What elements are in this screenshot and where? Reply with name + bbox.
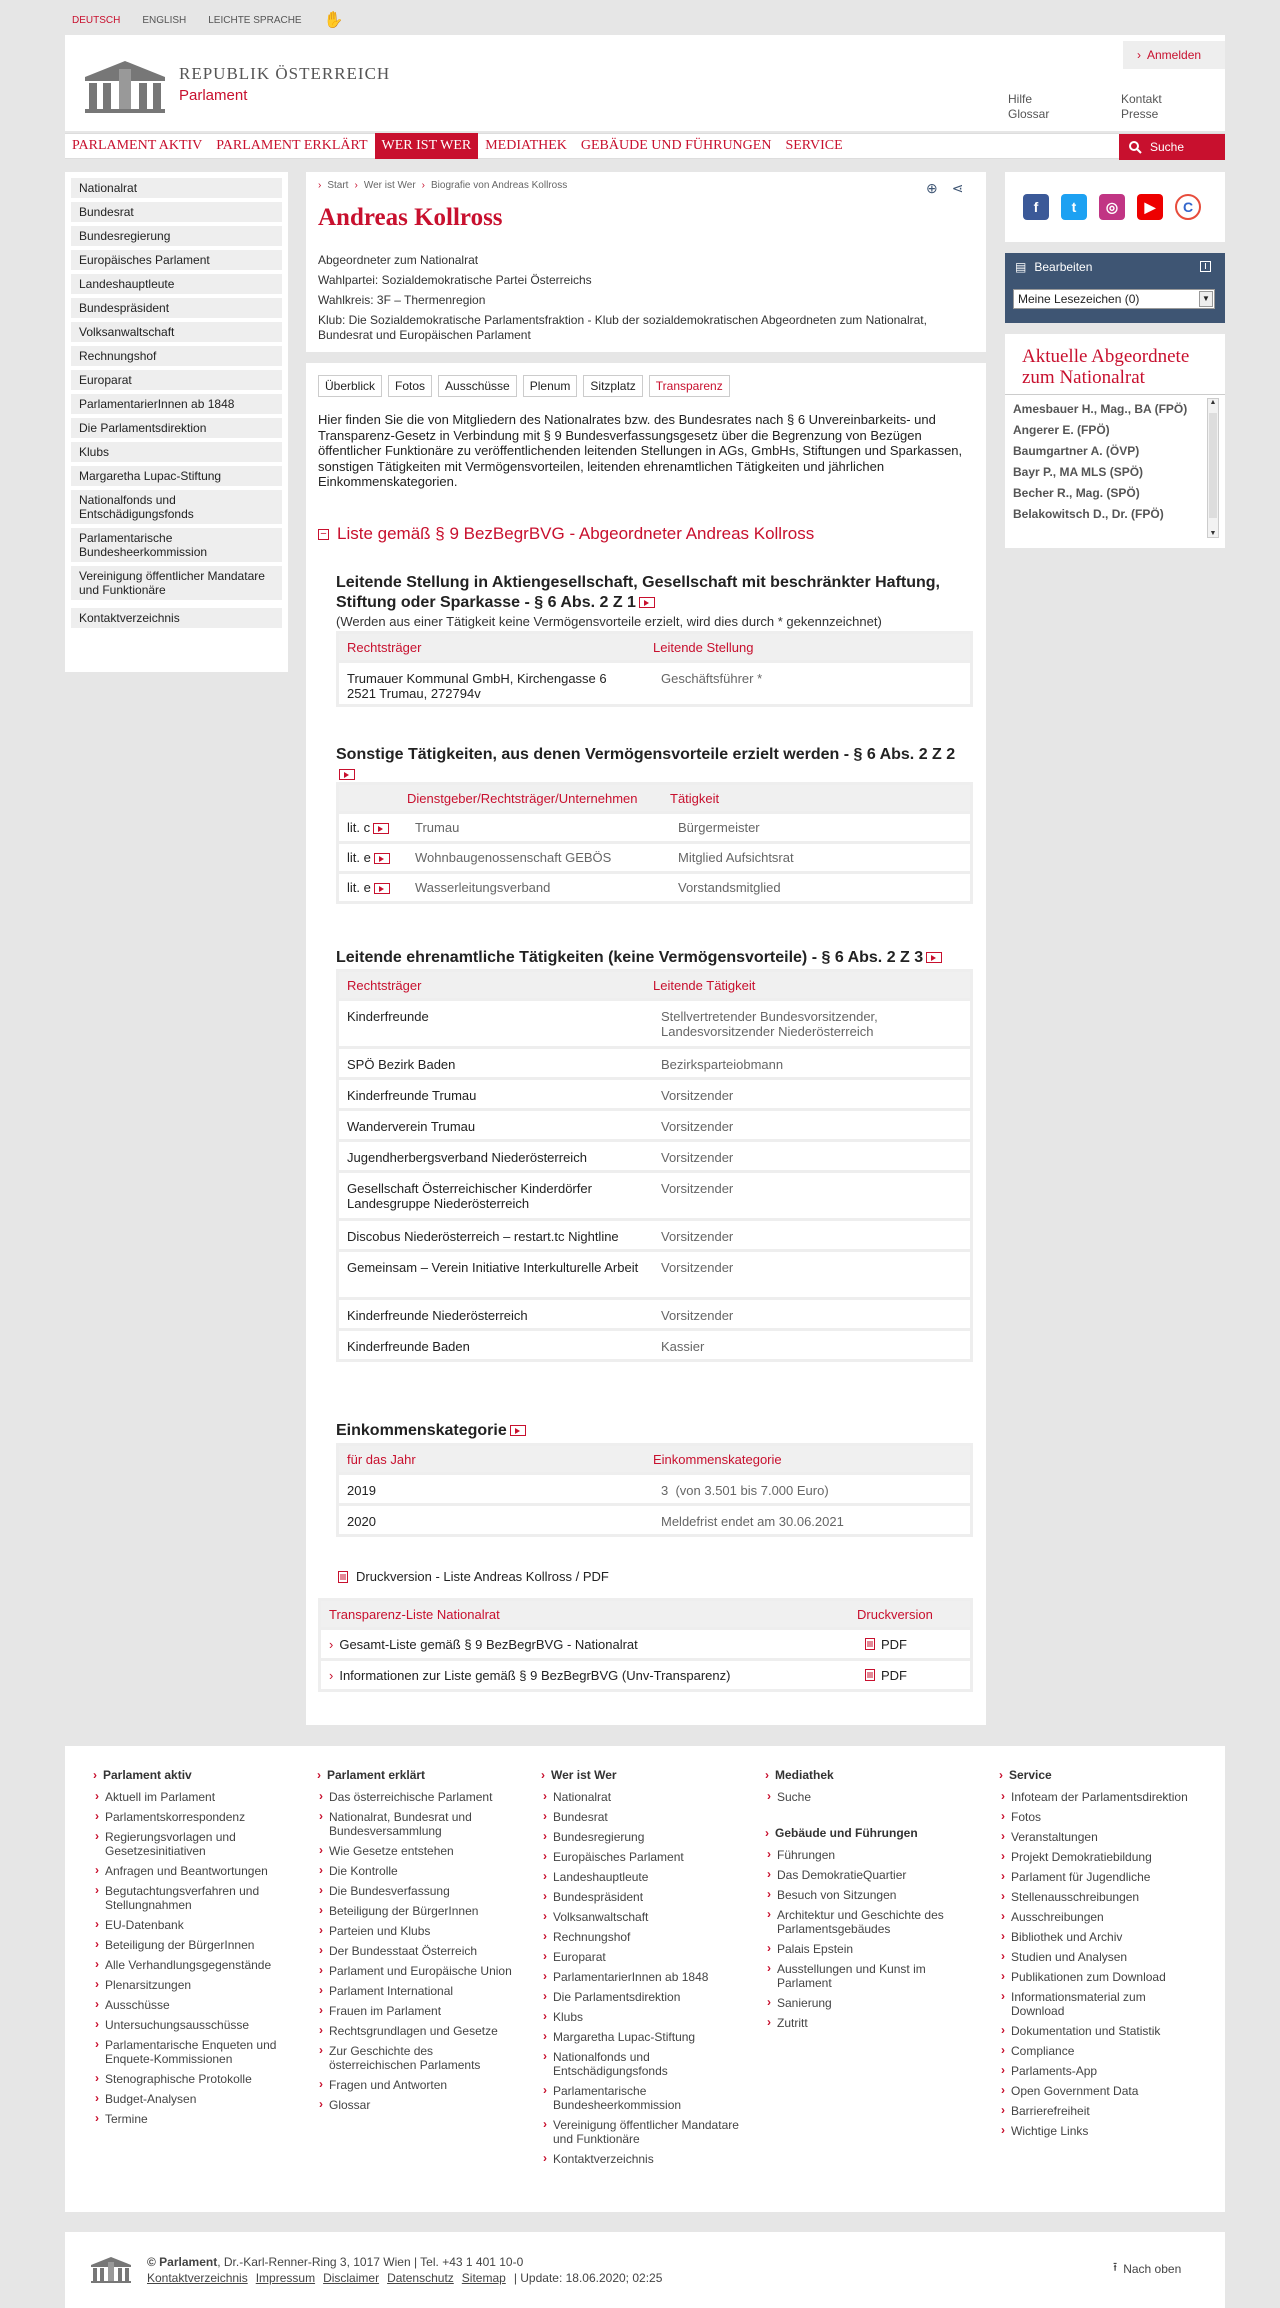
footer-link[interactable]: › Architektur und Geschichte des Parlamentsgebäudes — [765, 1908, 965, 1936]
cell-rechtstraeger: SPÖ Bezirk Baden — [347, 1057, 456, 1072]
lang-english[interactable]: ENGLISH — [142, 14, 187, 26]
footer-heading[interactable]: › Parlament aktiv — [93, 1768, 293, 1782]
scroll-up-icon[interactable]: ▲ — [1209, 399, 1217, 406]
footer-link[interactable]: › Die Bundesverfassung — [317, 1884, 517, 1898]
logo-title: REPUBLIK ÖSTERREICH — [179, 64, 391, 83]
edit-panel — [1005, 253, 1225, 323]
footer-link[interactable]: › Ausschüsse — [93, 1998, 293, 2012]
footer-link[interactable]: › Palais Epstein — [765, 1942, 965, 1956]
section1-table — [336, 631, 973, 707]
footer-link[interactable]: › Compliance — [999, 2044, 1199, 2058]
video-info-icon[interactable] — [374, 883, 390, 894]
column-header: Dienstgeber/Rechtsträger/Unternehmen — [407, 790, 638, 806]
footer-link[interactable]: › Alle Verhandlungsgegenstände — [93, 1958, 293, 1972]
cell-lit: lit. e — [347, 850, 371, 865]
section3-title-text: Leitende ehrenamtliche Tätigkeiten (keine Vermögensvorteile) - § 6 Abs. 2 Z 3 — [336, 949, 924, 966]
table-row — [339, 1472, 970, 1503]
column-header: für das Jahr — [347, 1451, 416, 1467]
nav-gebaeude[interactable]: GEBÄUDE UND FÜHRUNGEN — [580, 138, 772, 153]
tab-ausschuesse[interactable]: Ausschüsse — [438, 375, 517, 397]
cell-stellung: Geschäftsführer * — [661, 671, 763, 686]
scroll-down-icon[interactable]: ▼ — [1209, 530, 1217, 537]
cell-dienstgeber: Wohnbaugenossenschaft GEBÖS — [415, 850, 612, 865]
footer-link[interactable]: › Open Government Data — [999, 2084, 1199, 2098]
footer-link[interactable]: › Nationalrat — [541, 1790, 741, 1804]
help-link[interactable]: Hilfe — [1008, 92, 1033, 106]
twitter-icon[interactable]: t — [1061, 194, 1087, 220]
share-icon[interactable]: ⋖ — [951, 180, 964, 196]
section1-title-text: Leitende Stellung in Aktiengesellschaft, Gesellschaft mit beschränkter Haftung, Stiftung oder Sparkasse - § 6 Abs. 2 Z 1 — [336, 574, 940, 611]
cell-taetigkeit: Bezirksparteiobmann — [661, 1057, 784, 1072]
sidebar-item-vereinigung[interactable]: Vereinigung öffentlicher Mandatare und Funktionäre — [71, 566, 282, 600]
footer-link[interactable]: › Ausstellungen und Kunst im Parlament — [765, 1962, 965, 1990]
table-row — [339, 1139, 970, 1170]
footer-link[interactable]: › Parlament und Europäische Union — [317, 1964, 517, 1978]
sidebar — [65, 172, 288, 672]
transparency-link[interactable]: Gesamt-Liste gemäß § 9 BezBegrBVG - Nationalrat — [339, 1636, 638, 1652]
footer-link[interactable]: › EU-Datenbank — [93, 1918, 293, 1932]
table-header — [339, 634, 970, 660]
footer-link[interactable]: › Vereinigung öffentlicher Mandatare und Funktionäre — [541, 2118, 741, 2146]
footer-link[interactable]: › Suche — [765, 1790, 965, 1804]
table-row — [339, 1328, 970, 1359]
cell-rechtstraeger: Kinderfreunde Niederösterreich — [347, 1308, 528, 1323]
cell-jahr: 2020 — [347, 1514, 376, 1529]
chevron-right-icon: › — [1137, 48, 1141, 62]
section1-title — [336, 573, 966, 613]
section2-table — [336, 782, 973, 904]
section3-title — [336, 948, 966, 968]
copyright-line: © Parlament, Dr.-Karl-Renner-Ring 3, 1017 Wien | Tel. +43 1 401 10-0 — [147, 2255, 524, 2269]
member-link[interactable]: Angerer E. (FPÖ) — [1013, 423, 1110, 437]
table-header — [321, 1601, 970, 1627]
profile-tabs — [318, 375, 730, 397]
sidebar-item-kontaktverzeichnis[interactable]: Kontaktverzeichnis — [71, 608, 282, 628]
footer-link[interactable]: › Fragen und Antworten — [317, 2078, 517, 2092]
person-club: Klub: Die Sozialdemokratische Parlamentsfraktion - Klub der sozialdemokratischen Abgeordneten zum Nationalrat, Bundesrat und Europäischen Parlament — [318, 313, 927, 342]
cell-lit: lit. e — [347, 880, 371, 895]
site-footer — [65, 1746, 1225, 2212]
footer-link[interactable]: › Margaretha Lupac-Stiftung — [541, 2030, 741, 2044]
info-icon[interactable]: i — [1200, 261, 1211, 272]
cell-dienstgeber: Trumau — [415, 820, 460, 835]
table-row — [339, 871, 970, 901]
facebook-icon[interactable]: f — [1023, 194, 1049, 220]
glossary-link[interactable]: Glossar — [1008, 107, 1050, 121]
footer-col-service — [999, 1768, 1199, 2144]
table-row — [339, 1077, 970, 1108]
impressum-link[interactable]: Impressum — [255, 2271, 316, 2285]
tab-ueberblick[interactable]: Überblick — [318, 375, 382, 397]
cell-rechtstraeger: Discobus Niederösterreich – restart.tc Nightline — [347, 1229, 619, 1244]
chevron-down-icon: ▼ — [1199, 291, 1213, 307]
footer-link[interactable]: › Sanierung — [765, 1996, 965, 2010]
members-scrollbar[interactable] — [1207, 398, 1219, 538]
footer-link[interactable]: › Besuch von Sitzungen — [765, 1888, 965, 1902]
member-link[interactable]: Bayr P., MA MLS (SPÖ) — [1013, 465, 1144, 479]
sitemap-link[interactable]: Sitemap — [461, 2271, 506, 2285]
footer-link[interactable]: › Zutritt — [765, 2016, 965, 2030]
sidebar-item-lupac[interactable]: Margaretha Lupac-Stiftung — [71, 466, 282, 486]
section3-table — [336, 969, 973, 1362]
sign-language-icon[interactable]: ✋ — [323, 12, 344, 29]
bottom-bar — [65, 2232, 1225, 2308]
lang-leichte-sprache[interactable]: LEICHTE SPRACHE — [208, 14, 302, 26]
section2-title — [336, 745, 966, 785]
footer-heading[interactable]: › Gebäude und Führungen — [765, 1826, 965, 1840]
language-bar — [72, 12, 344, 28]
footer-link[interactable]: › Parlamentarische Bundesheerkommission — [541, 2084, 741, 2112]
pdf-icon — [338, 1571, 348, 1583]
contact-link[interactable]: Kontakt — [1121, 92, 1162, 106]
cell-rechtstraeger: Gesellschaft Österreichischer Kinderdörfer Landesgruppe Niederösterreich — [347, 1181, 592, 1211]
search-icon — [1129, 141, 1142, 154]
footer-link[interactable]: › Zur Geschichte des österreichischen Parlaments — [317, 2044, 517, 2072]
video-info-icon[interactable] — [926, 952, 942, 963]
footer-link[interactable]: › Europäisches Parlament — [541, 1850, 741, 1864]
table-header — [339, 972, 970, 998]
search-button[interactable] — [1119, 134, 1225, 160]
footer-link[interactable]: › Parlaments-App — [999, 2064, 1199, 2078]
collapse-icon: − — [318, 529, 329, 540]
table-row — [339, 1108, 970, 1139]
footer-col-mediathek — [765, 1768, 965, 2036]
footer-link[interactable]: › Veranstaltungen — [999, 1830, 1199, 1844]
sidebar-item-klubs[interactable]: Klubs — [71, 442, 282, 462]
edit-title: Bearbeiten — [1034, 260, 1093, 274]
cell-rechtstraeger: Gemeinsam – Verein Initiative Interkulturelle Arbeit — [347, 1260, 639, 1275]
footer-link[interactable]: › Volksanwaltschaft — [541, 1910, 741, 1924]
video-info-icon[interactable] — [510, 1425, 526, 1436]
footer-link[interactable]: › Projekt Demokratiebildung — [999, 1850, 1199, 1864]
cell-taetigkeit: Kassier — [661, 1339, 705, 1354]
press-link[interactable]: Presse — [1121, 107, 1159, 121]
footer-link[interactable]: › Begutachtungsverfahren und Stellungnahmen — [93, 1884, 293, 1912]
cell-rechtstraeger: Kinderfreunde — [347, 1009, 429, 1024]
sidebar-item-bundesheerkommission[interactable]: Parlamentarische Bundesheerkommission — [71, 528, 282, 562]
column-header: Transparenz-Liste Nationalrat — [329, 1606, 500, 1622]
cell-taetigkeit: Mitglied Aufsichtsrat — [678, 850, 794, 865]
cell-taetigkeit: Vorstandsmitglied — [678, 880, 781, 895]
column-header: Einkommenskategorie — [653, 1451, 782, 1467]
site-header — [65, 35, 1225, 131]
disclaimer-link[interactable]: Disclaimer — [323, 2271, 380, 2285]
transparency-list-table — [318, 1598, 973, 1692]
sidebar-item-rechnungshof[interactable]: Rechnungshof — [71, 346, 282, 366]
cell-jahr: 2019 — [347, 1483, 376, 1498]
instagram-icon[interactable]: ◎ — [1099, 194, 1125, 220]
lang-deutsch[interactable]: DEUTSCH — [72, 14, 121, 26]
footer-col-parlament-erklaert — [317, 1768, 517, 2118]
footer-col-parlament-aktiv — [93, 1768, 293, 2132]
footer-link[interactable]: › Fotos — [999, 1810, 1199, 1824]
breadcrumb: › Start › Wer ist Wer › Biografie von Andreas Kollross — [318, 180, 568, 191]
table-row — [339, 1046, 970, 1077]
sidebar-item-nationalfonds[interactable]: Nationalfonds und Entschädigungsfonds — [71, 490, 282, 524]
cell-taetigkeit: Vorsitzender — [661, 1260, 734, 1275]
edit-header — [1015, 260, 1092, 274]
footer-heading[interactable]: › Mediathek — [765, 1768, 965, 1782]
footer-link[interactable]: › Aktuell im Parlament — [93, 1790, 293, 1804]
person-district: Wahlkreis: 3F – Thermenregion — [318, 293, 486, 307]
footer-link[interactable]: › Glossar — [317, 2098, 517, 2112]
footer-link[interactable]: › Bibliothek und Archiv — [999, 1930, 1199, 1944]
sidebar-item-volksanwaltschaft[interactable]: Volksanwaltschaft — [71, 322, 282, 342]
youtube-icon[interactable]: ▶ — [1137, 194, 1163, 220]
nav-parlament-erklaert[interactable]: PARLAMENT ERKLÄRT — [216, 138, 368, 153]
footer-link[interactable]: › Wie Gesetze entstehen — [317, 1844, 517, 1858]
bookmarks-select-value: Meine Lesezeichen (0) — [1018, 292, 1140, 306]
footer-link[interactable]: › Das österreichische Parlament — [317, 1790, 517, 1804]
column-header: Tätigkeit — [670, 790, 720, 806]
footer-link[interactable]: › Beteiligung der BürgerInnen — [317, 1904, 517, 1918]
pdf-label: PDF — [881, 1636, 907, 1652]
footer-link[interactable]: › Anfragen und Beantwortungen — [93, 1864, 293, 1878]
footer-link[interactable]: › Publikationen zum Download — [999, 1970, 1199, 1984]
footer-link[interactable]: › Plenarsitzungen — [93, 1978, 293, 1992]
footer-col-wer-ist-wer — [541, 1768, 741, 2172]
table-row — [339, 841, 970, 871]
footer-link[interactable]: › Parlament International — [317, 1984, 517, 1998]
footer-link[interactable]: › Wichtige Links — [999, 2124, 1199, 2138]
member-link[interactable]: Becher R., Mag. (SPÖ) — [1013, 486, 1140, 500]
footer-link[interactable]: › Bundesregierung — [541, 1830, 741, 1844]
utility-links-left — [1008, 92, 1049, 122]
cell-taetigkeit: Vorsitzender — [661, 1119, 734, 1134]
footer-link[interactable]: › Führungen — [765, 1848, 965, 1862]
cell-rechtstraeger: Trumauer Kommunal GmbH, Kirchengasse 6 2521 Trumau, 272794v — [347, 671, 607, 701]
cell-kategorie: Meldefrist endet am 30.06.2021 — [661, 1514, 844, 1529]
sidebar-item-europarat[interactable]: Europarat — [71, 370, 282, 390]
column-header: Rechtsträger — [347, 977, 422, 993]
footer-link[interactable]: › Informationsmaterial zum Download — [999, 1990, 1199, 2018]
parlament-app-icon[interactable]: C — [1175, 194, 1201, 220]
sidebar-item-nationalrat[interactable]: Nationalrat — [71, 178, 282, 198]
footer-link[interactable]: › ParlamentarierInnen ab 1848 — [541, 1970, 741, 1984]
cell-taetigkeit: Vorsitzender — [661, 1088, 734, 1103]
copyright-block — [147, 2254, 662, 2286]
sidebar-item-bundespraesident[interactable]: Bundespräsident — [71, 298, 282, 318]
legal-links — [147, 2270, 662, 2286]
footer-link[interactable]: › Parlamentarische Enqueten und Enquete-Kommissionen — [93, 2038, 293, 2066]
back-to-top-link[interactable] — [1113, 2258, 1181, 2279]
datenschutz-link[interactable]: Datenschutz — [387, 2271, 454, 2285]
print-link-text: Druckversion - Liste Andreas Kollross / PDF — [356, 1569, 609, 1584]
footer-link[interactable]: › Studien und Analysen — [999, 1950, 1199, 1964]
current-members-panel — [1005, 334, 1225, 548]
footer-link[interactable]: › Parlamentskorrespondenz — [93, 1810, 293, 1824]
cell-lit: lit. c — [347, 820, 371, 835]
footer-heading[interactable]: › Parlament erklärt — [317, 1768, 517, 1782]
footer-link[interactable]: › Bundesrat — [541, 1810, 741, 1824]
footer-link[interactable]: › Parteien und Klubs — [317, 1924, 517, 1938]
sidebar-item-landeshauptleute[interactable]: Landeshauptleute — [71, 274, 282, 294]
person-party: Wahlpartei: Sozialdemokratische Partei Österreichs — [318, 273, 592, 287]
footer-link[interactable]: › Ausschreibungen — [999, 1910, 1199, 1924]
member-link[interactable]: Baumgartner A. (ÖVP) — [1013, 444, 1140, 458]
table-row[interactable]: › Informationen zur Liste gemäß § 9 BezBegrBVG (Unv-Transparenz) PDF — [321, 1658, 970, 1689]
pdf-link[interactable] — [857, 1629, 915, 1660]
login-button[interactable] — [1123, 41, 1225, 69]
sidebar-item-bundesregierung[interactable]: Bundesregierung — [71, 226, 282, 246]
person-info — [318, 253, 968, 343]
update-date: | Update: 18.06.2020; 02:25 — [513, 2271, 663, 2285]
tab-plenum[interactable]: Plenum — [523, 375, 578, 397]
section4-table — [336, 1443, 973, 1537]
social-links — [1005, 172, 1225, 242]
cell-taetigkeit: Stellvertretender Bundesvorsitzender, Landesvorsitzender Niederösterreich — [661, 1009, 878, 1039]
bookmarks-select[interactable] — [1013, 289, 1215, 309]
video-info-icon[interactable] — [639, 597, 655, 608]
footer-link[interactable]: › Rechnungshof — [541, 1930, 741, 1944]
footer-heading[interactable]: › Service — [999, 1768, 1199, 1782]
footer-link[interactable]: › Kontaktverzeichnis — [541, 2152, 741, 2166]
column-header: Leitende Tätigkeit — [653, 977, 756, 993]
footer-link[interactable]: › Nationalrat, Bundesrat und Bundesversammlung — [317, 1810, 517, 1838]
column-header: Leitende Stellung — [653, 639, 754, 655]
sidebar-item-parlamentarier[interactable]: ParlamentarierInnen ab 1848 — [71, 394, 282, 414]
footer-link[interactable]: › Frauen im Parlament — [317, 2004, 517, 2018]
cell-rechtstraeger: Wanderverein Trumau — [347, 1119, 476, 1134]
footer-link[interactable]: › Das DemokratieQuartier — [765, 1868, 965, 1882]
member-link[interactable]: Belakowitsch D., Dr. (FPÖ) — [1013, 507, 1164, 521]
table-row — [339, 660, 970, 704]
table-header — [339, 1446, 970, 1472]
footer-link[interactable]: › Termine — [93, 2112, 293, 2126]
section2-title-text: Sonstige Tätigkeiten, aus denen Vermögensvorteile erzielt werden - § 6 Abs. 2 Z 2 — [336, 746, 956, 763]
parliament-logo[interactable] — [81, 55, 390, 113]
cell-taetigkeit: Vorsitzender — [661, 1308, 734, 1323]
cell-rechtstraeger: Jugendherbergsverband Niederösterreich — [347, 1150, 587, 1165]
footer-link[interactable]: › Barrierefreiheit — [999, 2104, 1199, 2118]
table-row[interactable]: › Gesamt-Liste gemäß § 9 BezBegrBVG - Nationalrat PDF — [321, 1627, 970, 1658]
breadcrumb-start[interactable]: Start — [327, 180, 349, 191]
bio-card — [306, 172, 986, 352]
column-header: Rechtsträger — [347, 639, 422, 655]
kontaktverzeichnis-link[interactable]: Kontaktverzeichnis — [147, 2271, 248, 2285]
video-info-icon[interactable] — [374, 853, 390, 864]
table-row — [339, 998, 970, 1046]
footer-link[interactable]: › Budget-Analysen — [93, 2092, 293, 2106]
sidebar-item-eu-parlament[interactable]: Europäisches Parlament — [71, 250, 282, 270]
table-row — [339, 1170, 970, 1218]
parliament-building-icon — [81, 55, 169, 113]
section1-note: (Werden aus einer Tätigkeit keine Vermögensvorteile erzielt, wird dies durch * gekennzeichnet) — [336, 614, 882, 629]
tab-transparenz[interactable]: Transparenz — [649, 375, 730, 397]
footer-link[interactable]: › Nationalfonds und Entschädigungsfonds — [541, 2050, 741, 2078]
footer-link[interactable]: › Stellenausschreibungen — [999, 1890, 1199, 1904]
nav-parlament-aktiv[interactable]: PARLAMENT AKTIV — [72, 138, 203, 153]
footer-link[interactable]: › Dokumentation und Statistik — [999, 2024, 1199, 2038]
list-title-text: Liste gemäß § 9 BezBegrBVG - Abgeordneter Andreas Kollross — [337, 524, 815, 543]
tab-fotos[interactable]: Fotos — [388, 375, 432, 397]
pdf-icon — [865, 1669, 875, 1681]
sidebar-item-bundesrat[interactable]: Bundesrat — [71, 202, 282, 222]
sidebar-item-parlamentsdirektion[interactable]: Die Parlamentsdirektion — [71, 418, 282, 438]
list-title[interactable] — [318, 524, 814, 544]
nav-service[interactable]: SERVICE — [785, 138, 843, 153]
main-navigation — [65, 133, 1225, 159]
column-header: Druckversion — [857, 1606, 933, 1622]
footer-link[interactable]: › Europarat — [541, 1950, 741, 1964]
table-row — [339, 1249, 970, 1297]
pdf-link[interactable] — [857, 1660, 915, 1691]
cell-taetigkeit: Vorsitzender — [661, 1181, 734, 1196]
cell-dienstgeber: Wasserleitungsverband — [415, 880, 551, 895]
nav-wer-ist-wer[interactable]: WER IST WER — [375, 133, 479, 159]
table-row — [339, 1297, 970, 1328]
intro-text: Hier finden Sie die von Mitgliedern des Nationalrates bzw. des Bundesrates nach § 6 Unvereinbarkeits- und Transparenz-Gesetz in Verbindung mit § 9 Bundesverfassungsgesetz über die Begrenzung von Bezügen öffentlicher Funktionäre zu veröffentlichenden leitenden Stellungen in AGs, GmbHs, Stiftungen und Sparkassen, sonstigen Tätigkeiten mit Vermögensvorteilen, leitenden ehrenamtlichen Tätigkeiten und jährlichen Einkommenskategorien. — [318, 412, 963, 489]
video-info-icon[interactable] — [373, 823, 389, 834]
members-list — [1013, 402, 1203, 534]
table-row — [339, 811, 970, 841]
cell-taetigkeit: Vorsitzender — [661, 1150, 734, 1165]
footer-link[interactable]: › Beteiligung der BürgerInnen — [93, 1938, 293, 1952]
print-link[interactable] — [338, 1569, 609, 1584]
transparency-card — [306, 363, 986, 1725]
nav-mediathek[interactable]: MEDIATHEK — [485, 138, 567, 153]
member-link[interactable]: Amesbauer H., Mag., BA (FPÖ) — [1013, 402, 1188, 416]
search-label: Suche — [1150, 140, 1185, 154]
footer-heading[interactable]: › Wer ist Wer — [541, 1768, 741, 1782]
footer-link[interactable]: › Die Kontrolle — [317, 1864, 517, 1878]
table-row — [339, 1503, 970, 1534]
page-actions — [926, 180, 963, 197]
breadcrumb-wer-ist-wer[interactable]: Wer ist Wer — [363, 180, 416, 191]
cell-rechtstraeger: Kinderfreunde Trumau — [347, 1088, 477, 1103]
table-header — [339, 785, 970, 811]
utility-links-right — [1121, 92, 1162, 122]
footer-link[interactable]: › Klubs — [541, 2010, 741, 2024]
footer-link[interactable]: › Parlament für Jugendliche — [999, 1870, 1199, 1884]
back-to-top-label: Nach oben — [1123, 2261, 1182, 2276]
footer-link[interactable]: › Bundespräsident — [541, 1890, 741, 1904]
pdf-label: PDF — [881, 1667, 907, 1683]
footer-link[interactable]: › Landeshauptleute — [541, 1870, 741, 1884]
video-info-icon[interactable] — [339, 769, 355, 780]
cell-kategorie: 3 (von 3.501 bis 7.000 Euro) — [661, 1483, 829, 1498]
footer-link[interactable]: › Untersuchungsausschüsse — [93, 2018, 293, 2032]
section4-title-text: Einkommenskategorie — [336, 1422, 507, 1439]
footer-link[interactable]: › Rechtsgrundlagen und Gesetze — [317, 2024, 517, 2038]
transparency-link[interactable]: Informationen zur Liste gemäß § 9 BezBegrBVG (Unv-Transparenz) — [339, 1667, 731, 1683]
footer-link[interactable]: › Regierungsvorlagen und Gesetzesinitiativen — [93, 1830, 293, 1858]
section4-title — [336, 1421, 526, 1441]
login-label: Anmelden — [1147, 48, 1202, 62]
parliament-building-icon[interactable] — [89, 2254, 133, 2284]
cell-taetigkeit: Bürgermeister — [678, 820, 760, 835]
tab-sitzplatz[interactable]: Sitzplatz — [583, 375, 642, 397]
current-members-title: Aktuelle Abgeordnete zum Nationalrat — [1022, 346, 1190, 388]
footer-link[interactable]: › Stenographische Protokolle — [93, 2072, 293, 2086]
page-title: Andreas Kollross — [318, 204, 503, 231]
pdf-icon — [865, 1638, 875, 1650]
breadcrumb-current: Biografie von Andreas Kollross — [431, 180, 568, 191]
table-row — [339, 1218, 970, 1249]
footer-link[interactable]: › Der Bundesstaat Österreich — [317, 1944, 517, 1958]
footer-link[interactable]: › Infoteam der Parlamentsdirektion — [999, 1790, 1199, 1804]
person-role: Abgeordneter zum Nationalrat — [318, 253, 479, 267]
bookmark-add-icon[interactable]: ⊕ — [926, 180, 938, 196]
cell-rechtstraeger: Kinderfreunde Baden — [347, 1339, 470, 1354]
logo-text — [179, 64, 390, 104]
footer-link[interactable]: › Die Parlamentsdirektion — [541, 1990, 741, 2004]
bookmark-icon: ▤ — [1015, 260, 1027, 274]
arrow-up-icon: ⭱ — [1113, 2260, 1118, 2274]
logo-subtitle: Parlament — [179, 87, 248, 104]
cell-taetigkeit: Vorsitzender — [661, 1229, 734, 1244]
